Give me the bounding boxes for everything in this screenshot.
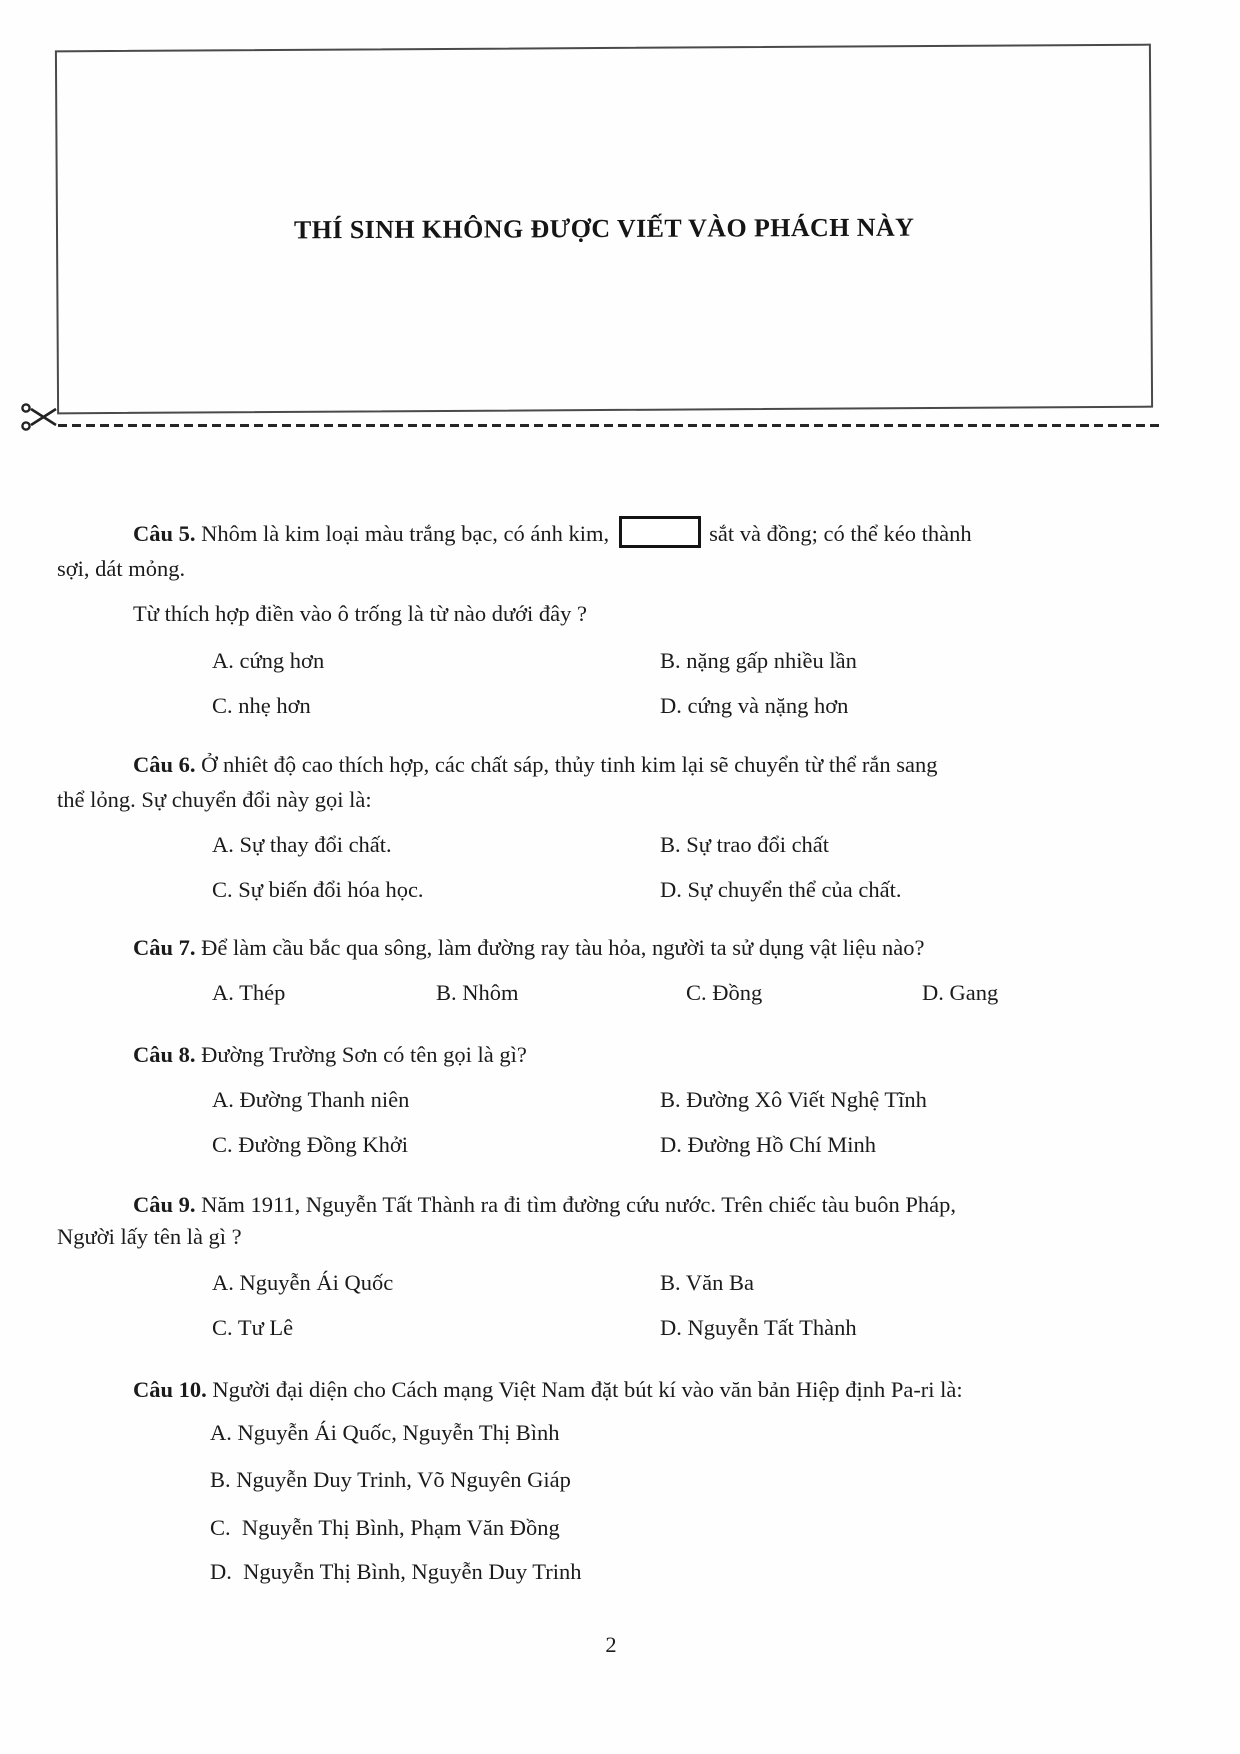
q7-option-a: A. Thép [212,980,286,1005]
q6-stem-text: Ở nhiêt độ cao thích hợp, các chất sáp, thủy tinh kim lại sẽ chuyển từ thể rắn sang [195,752,938,777]
q7-option-b: B. Nhôm [436,980,519,1005]
q7-label: Câu 7. [133,935,196,960]
q10-stem-text: Người đại diện cho Cách mạng Việt Nam đặt bút kí vào văn bản Hiệp định Pa-ri là: [206,1377,963,1402]
q5-stem-before-blank: Nhôm là kim loại màu trắng bạc, có ánh kim, [195,521,610,546]
q9-stem-line2: Người lấy tên là gì ? [57,1224,242,1249]
q9-option-d: D. Nguyễn Tất Thành [660,1315,857,1340]
q10-label: Câu 10. [133,1377,207,1402]
q9-stem-line1 [57,1188,1240,1222]
q9-stem-text: Năm 1911, Nguyễn Tất Thành ra đi tìm đường cứu nước. Trên chiếc tàu buôn Pháp, [195,1192,956,1217]
q6-option-a: A. Sự thay đổi chất. [212,832,392,857]
q6-label: Câu 6. [133,752,196,777]
q7-option-c: C. Đồng [686,980,763,1005]
q5-stem-line2: sợi, dát mỏng. [57,556,186,581]
q8-label: Câu 8. [133,1042,196,1067]
q5-label: Câu 5. [133,521,196,546]
q10-option-c: C. Nguyễn Thị Bình, Phạm Văn Đồng [210,1515,560,1540]
scissors-icon [20,402,58,437]
q6-stem-line2: thể lỏng. Sự chuyển đổi này gọi là: [57,787,372,812]
q5-stem-after-blank: sắt và đồng; có thể kéo thành [709,521,972,546]
q5-option-c: C. nhẹ hơn [212,693,311,718]
q7-option-d: D. Gang [922,980,999,1005]
q8-option-a: A. Đường Thanh niên [212,1087,410,1112]
q8-option-d: D. Đường Hồ Chí Minh [660,1132,876,1157]
q7-stem-text: Để làm cầu bắc qua sông, làm đường ray tàu hỏa, người ta sử dụng vật liệu nào? [195,935,925,960]
q10-option-a: A. Nguyễn Ái Quốc, Nguyễn Thị Bình [210,1420,560,1445]
q9-option-b: B. Văn Ba [660,1270,754,1295]
q10-option-b: B. Nguyễn Duy Trinh, Võ Nguyên Giáp [210,1467,571,1492]
q10-stem-line1 [57,1373,1240,1407]
q6-option-c: C. Sự biến đổi hóa học. [212,877,424,902]
q6-option-d: D. Sự chuyển thể của chất. [660,877,902,902]
phach-stub-box [55,44,1153,415]
q8-option-b: B. Đường Xô Viết Nghệ Tĩnh [660,1087,927,1112]
q8-stem-text: Đường Trường Sơn có tên gọi là gì? [195,1042,527,1067]
cut-dashed-line [58,424,1164,427]
q5-option-d: D. cứng và nặng hơn [660,693,849,718]
q9-option-c: C. Tư Lê [212,1315,294,1340]
q6-option-b: B. Sự trao đổi chất [660,832,830,857]
q8-stem-line1 [57,1038,1240,1072]
q8-option-c: C. Đường Đồng Khởi [212,1132,408,1157]
q5-prompt: Từ thích hợp điền vào ô trống là từ nào dưới đây ? [133,601,588,626]
q7-stem-line1 [57,931,1240,965]
q5-option-b: B. nặng gấp nhiều lần [660,648,857,673]
q5-stem-line1 [57,516,1240,551]
q5-option-a: A. cứng hơn [212,648,325,673]
page-number: 2 [605,1632,617,1657]
q5-blank-box [619,516,701,548]
q9-label: Câu 9. [133,1192,196,1217]
q10-option-d: D. Nguyễn Thị Bình, Nguyễn Duy Trinh [210,1559,582,1584]
phach-notice-text: THÍ SINH KHÔNG ĐƯỢC VIẾT VÀO PHÁCH NÀY [293,212,915,245]
q9-option-a: A. Nguyễn Ái Quốc [212,1270,394,1295]
q6-stem-line1 [57,748,1240,782]
